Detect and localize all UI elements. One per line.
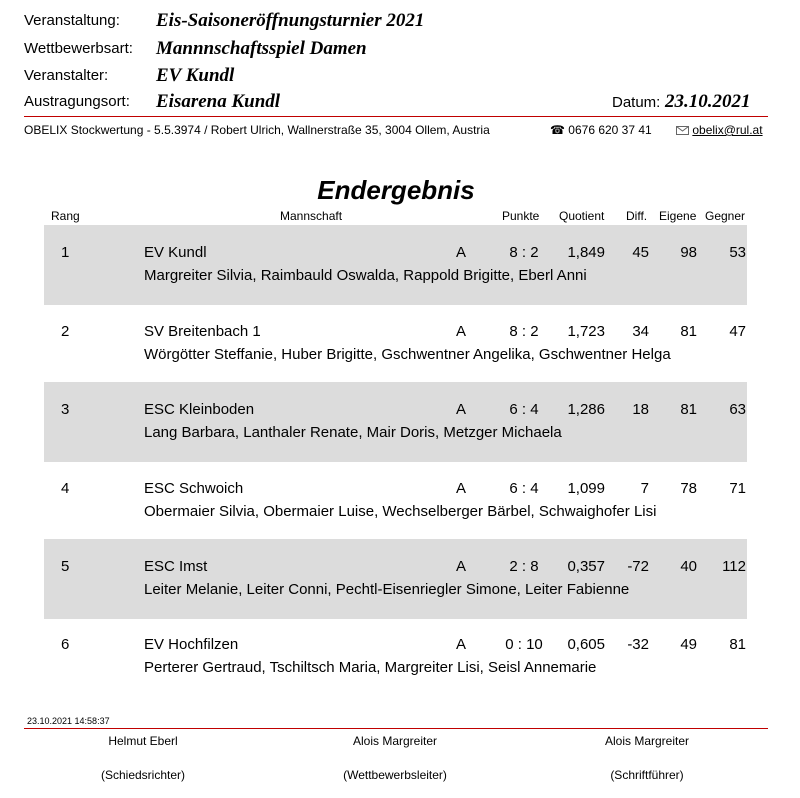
row-players: Margreiter Silvia, Raimbauld Oswalda, Rappold Brigitte, Eberl Anni xyxy=(144,267,587,284)
row-gegner: 71 xyxy=(729,480,746,497)
row-punkte: 6 : 4 xyxy=(509,480,539,497)
row-punkte: 0 : 10 xyxy=(505,636,543,653)
field-label-wettbewerbsart: Wettbewerbsart: xyxy=(24,40,133,57)
row-quotient: 1,849 xyxy=(567,244,605,261)
row-gegner: 112 xyxy=(722,558,746,575)
field-value-austragungsort: Eisarena Kundl xyxy=(156,91,281,112)
col-header-mannschaft: Mannschaft xyxy=(280,209,343,223)
row-group: A xyxy=(456,401,467,418)
row-diff: 45 xyxy=(632,244,649,261)
row-team: EV Hochfilzen xyxy=(144,636,239,653)
row-quotient: 0,605 xyxy=(567,636,605,653)
row-group: A xyxy=(456,480,467,497)
row-players: Obermaier Silvia, Obermaier Luise, Wechselberger Bärbel, Schwaighofer Lisi xyxy=(144,503,657,520)
row-gegner: 47 xyxy=(729,323,746,340)
row-group: A xyxy=(456,558,467,575)
email-link[interactable]: obelix@rul.at xyxy=(692,123,763,137)
envelope-icon xyxy=(676,126,689,135)
row-players: Wörgötter Steffanie, Huber Brigitte, Gschwentner Angelika, Gschwentner Helga xyxy=(144,346,671,363)
col-header-gegner: Gegner xyxy=(705,209,746,223)
field-value-wettbewerbsart: Mannnschaftsspiel Damen xyxy=(156,38,367,59)
phone-group xyxy=(550,123,652,137)
row-punkte: 8 : 2 xyxy=(509,323,539,340)
header-divider xyxy=(24,116,768,117)
row-eigene: 78 xyxy=(680,480,697,497)
row-punkte: 2 : 8 xyxy=(509,558,539,575)
row-quotient: 1,286 xyxy=(567,401,605,418)
table-row xyxy=(44,461,747,541)
field-value-veranstaltung: Eis-Saisoneröffnungsturnier 2021 xyxy=(156,10,425,31)
table-row xyxy=(44,539,747,619)
row-rang: 6 xyxy=(61,636,70,653)
signature-role-schriftfuehrer: (Schriftführer) xyxy=(610,768,684,782)
table-row xyxy=(44,304,747,384)
page-title: Endergebnis xyxy=(317,175,475,205)
row-group: A xyxy=(456,636,467,653)
table-row xyxy=(44,225,747,305)
field-label-veranstaltung: Veranstaltung: xyxy=(24,12,120,29)
row-gegner: 53 xyxy=(729,244,746,261)
row-players: Perterer Gertraud, Tschiltsch Maria, Margreiter Lisi, Seisl Annemarie xyxy=(144,659,597,676)
col-header-diff: Diff. xyxy=(626,209,648,223)
row-rang: 2 xyxy=(61,323,70,340)
row-players: Lang Barbara, Lanthaler Renate, Mair Doris, Metzger Michaela xyxy=(144,424,562,441)
row-group: A xyxy=(456,323,467,340)
row-rang: 1 xyxy=(61,244,70,261)
row-eigene: 49 xyxy=(680,636,697,653)
row-punkte: 6 : 4 xyxy=(509,401,539,418)
col-header-eigene: Eigene xyxy=(659,209,697,223)
row-quotient: 1,723 xyxy=(567,323,605,340)
row-eigene: 40 xyxy=(680,558,697,575)
signature-name-schriftfuehrer: Alois Margreiter xyxy=(604,734,690,748)
row-quotient: 0,357 xyxy=(567,558,605,575)
row-diff: 7 xyxy=(640,480,649,497)
phone-number: 0676 620 37 41 xyxy=(568,123,652,137)
row-diff: -72 xyxy=(627,558,649,575)
field-value-veranstalter: EV Kundl xyxy=(156,65,235,86)
row-rang: 3 xyxy=(61,401,70,418)
row-group: A xyxy=(456,244,467,261)
row-diff: 34 xyxy=(632,323,649,340)
row-punkte: 8 : 2 xyxy=(509,244,539,261)
row-team: ESC Schwoich xyxy=(144,480,244,497)
date-value: 23.10.2021 xyxy=(665,91,751,112)
row-team: ESC Imst xyxy=(144,558,208,575)
signature-role-wettbewerbsleiter: (Wettbewerbsleiter) xyxy=(343,768,447,782)
print-timestamp: 23.10.2021 14:58:37 xyxy=(27,716,110,726)
date-label: Datum: xyxy=(612,94,661,111)
row-eigene: 98 xyxy=(680,244,697,261)
row-rang: 4 xyxy=(61,480,70,497)
email-group[interactable] xyxy=(676,123,763,137)
row-rang: 5 xyxy=(61,558,70,575)
col-header-rang: Rang xyxy=(51,209,80,223)
table-row xyxy=(44,382,747,462)
row-gegner: 63 xyxy=(729,401,746,418)
table-row xyxy=(44,617,747,697)
row-quotient: 1,099 xyxy=(567,480,605,497)
signature-name-schiedsrichter: Helmut Eberl xyxy=(108,734,178,748)
field-label-austragungsort: Austragungsort: xyxy=(24,93,130,110)
row-eigene: 81 xyxy=(680,401,697,418)
row-eigene: 81 xyxy=(680,323,697,340)
field-label-veranstalter: Veranstalter: xyxy=(24,67,109,84)
row-team: ESC Kleinboden xyxy=(144,401,255,418)
col-header-quotient: Quotient xyxy=(559,209,605,223)
footer-divider xyxy=(24,728,768,729)
signature-name-wettbewerbsleiter: Alois Margreiter xyxy=(352,734,438,748)
row-diff: -32 xyxy=(627,636,649,653)
col-header-punkte: Punkte xyxy=(502,209,540,223)
row-gegner: 81 xyxy=(729,636,746,653)
telephone-icon: ☎ xyxy=(550,123,565,137)
row-team: SV Breitenbach 1 xyxy=(144,323,261,340)
row-diff: 18 xyxy=(632,401,649,418)
row-players: Leiter Melanie, Leiter Conni, Pechtl-Eisenriegler Simone, Leiter Fabienne xyxy=(144,581,630,598)
contact-org: OBELIX Stockwertung - 5.5.3974 / Robert Ulrich, Wallnerstraße 35, 3004 Ollem, Austria xyxy=(24,123,490,137)
signature-role-schiedsrichter: (Schiedsrichter) xyxy=(100,768,186,782)
row-team: EV Kundl xyxy=(144,244,207,261)
